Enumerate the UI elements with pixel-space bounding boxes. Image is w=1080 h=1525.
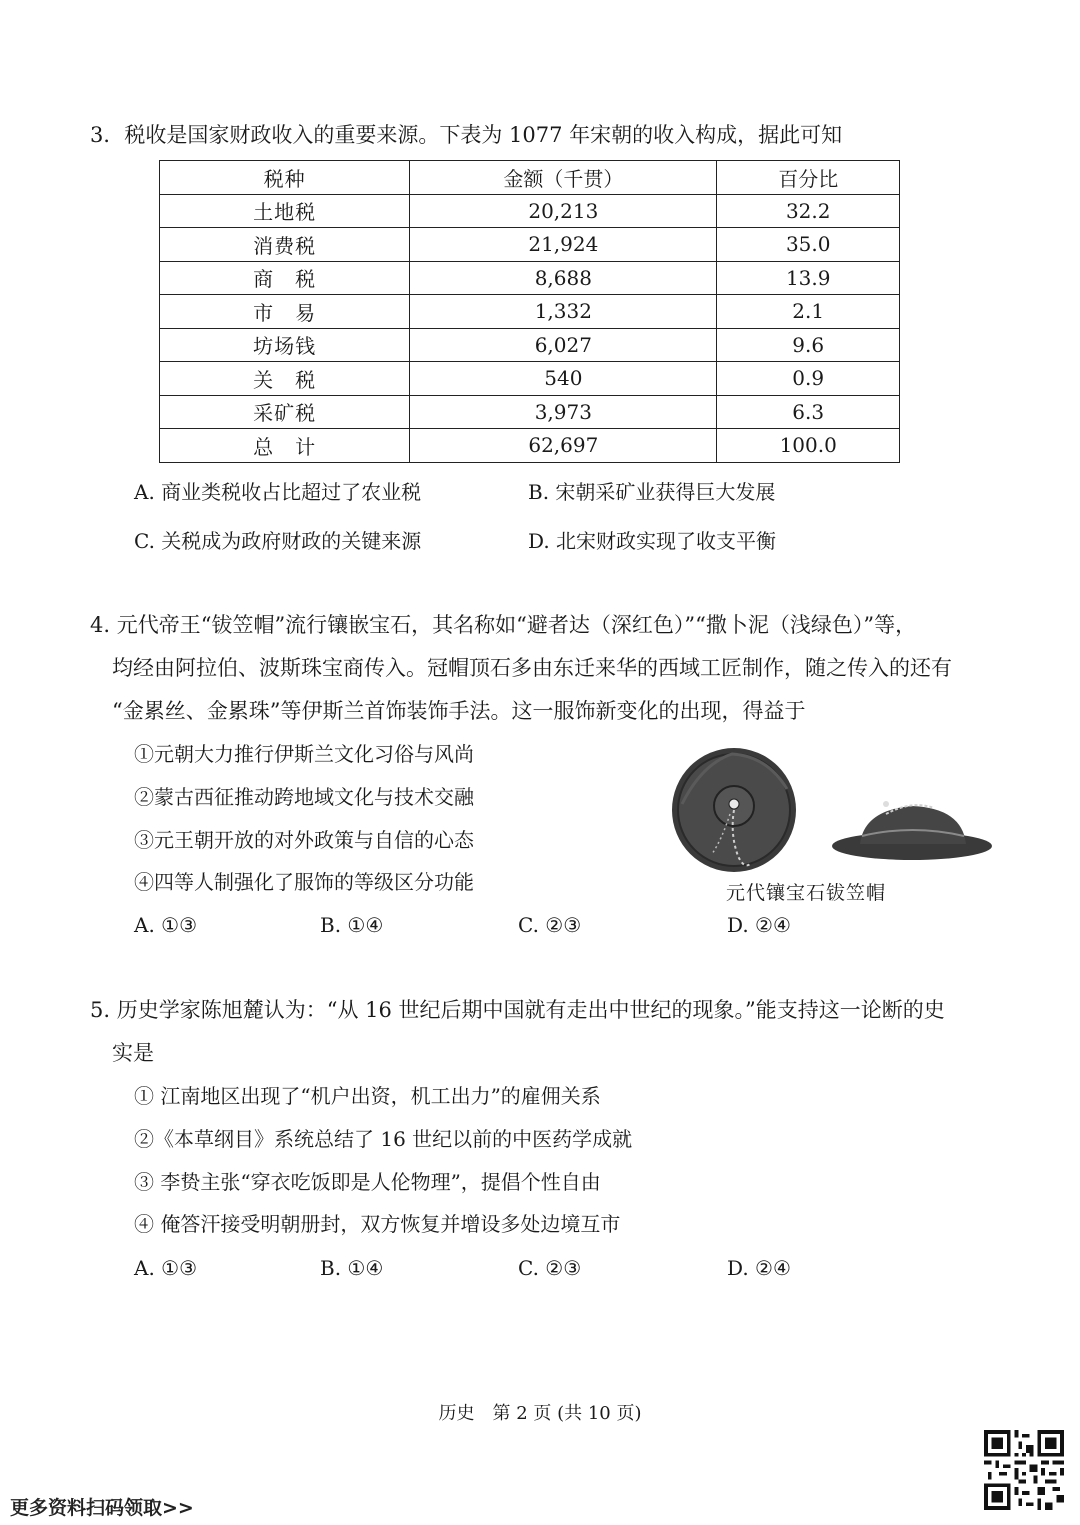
table-row xyxy=(160,429,900,463)
q4-stem-line1: 4. 元代帝王“钹笠帽”流行镶嵌宝石，其名称如“避者达（深红色）”“撒卜泥（浅绿色）”等， xyxy=(90,613,917,637)
q4-item-4: ④四等人制强化了服饰的等级区分功能 xyxy=(134,870,474,894)
q4-item-3: ③元王朝开放的对外政策与自信的心态 xyxy=(134,828,474,852)
tax-table xyxy=(159,160,900,463)
table-row xyxy=(160,395,900,429)
cell-name: 土地税 xyxy=(160,194,410,228)
cell-percent: 32.2 xyxy=(717,194,900,228)
page-footer: 历史 第 2 页 (共 10 页) xyxy=(438,1403,642,1424)
hat-side-view-icon xyxy=(832,801,992,860)
cell-name: 市 易 xyxy=(160,295,410,329)
table-row xyxy=(160,362,900,396)
cell-percent: 0.9 xyxy=(717,362,900,396)
cell-amount: 20,213 xyxy=(410,194,717,228)
table-header-row xyxy=(160,161,900,195)
cell-amount: 21,924 xyxy=(410,228,717,262)
table-row xyxy=(160,328,900,362)
q5-stem-line2: 实是 xyxy=(112,1041,154,1065)
q5-item-4: ④ 俺答汗接受明朝册封，双方恢复并增设多处边境互市 xyxy=(134,1212,621,1236)
cell-name: 采矿税 xyxy=(160,395,410,429)
q5-item-2: ②《本草纲目》系统总结了 16 世纪以前的中医药学成就 xyxy=(134,1127,633,1151)
header-amount: 金额（千贯） xyxy=(410,161,717,195)
q4-item-2: ②蒙古西征推动跨地域文化与技术交融 xyxy=(134,785,474,809)
cell-amount: 6,027 xyxy=(410,328,717,362)
cell-amount: 62,697 xyxy=(410,429,717,463)
q3-option-a[interactable]: A. 商业类税收占比超过了农业税 xyxy=(134,480,422,504)
table-row xyxy=(160,228,900,262)
hat-top-view-icon xyxy=(672,748,796,872)
q3-stem: 3．税收是国家财政收入的重要来源。下表为 1077 年宋朝的收入构成，据此可知 xyxy=(90,123,843,147)
q5-item-3: ③ 李贽主张“穿衣吃饭即是人伦物理”，提倡个性自由 xyxy=(134,1170,601,1194)
cell-percent: 35.0 xyxy=(717,228,900,262)
cell-percent: 2.1 xyxy=(717,295,900,329)
header-tax-type: 税种 xyxy=(160,161,410,195)
q5-option-a[interactable]: A. ①③ xyxy=(134,1256,198,1280)
qr-code-icon[interactable] xyxy=(984,1430,1064,1510)
q5-option-b[interactable]: B. ①④ xyxy=(320,1256,384,1280)
promo-text[interactable]: 更多资料扫码领取>> xyxy=(10,1497,194,1519)
q3-option-b[interactable]: B. 宋朝采矿业获得巨大发展 xyxy=(528,480,776,504)
header-percent: 百分比 xyxy=(717,161,900,195)
cell-name: 总 计 xyxy=(160,429,410,463)
cell-name: 关 税 xyxy=(160,362,410,396)
cell-amount: 3,973 xyxy=(410,395,717,429)
q4-item-1: ①元朝大力推行伊斯兰文化习俗与风尚 xyxy=(134,742,474,766)
q4-stem-line2: 均经由阿拉伯、波斯珠宝商传入。冠帽顶石多由东迁来华的西域工匠制作，随之传入的还有 xyxy=(112,656,952,680)
cell-name: 坊场钱 xyxy=(160,328,410,362)
cell-amount: 8,688 xyxy=(410,261,717,295)
table-row xyxy=(160,194,900,228)
cell-amount: 1,332 xyxy=(410,295,717,329)
cell-name: 消费税 xyxy=(160,228,410,262)
cell-percent: 9.6 xyxy=(717,328,900,362)
q3-option-d[interactable]: D. 北宋财政实现了收支平衡 xyxy=(528,529,777,553)
cell-percent: 13.9 xyxy=(717,261,900,295)
cell-name: 商 税 xyxy=(160,261,410,295)
q4-option-b[interactable]: B. ①④ xyxy=(320,913,384,937)
cell-amount: 540 xyxy=(410,362,717,396)
q5-option-d[interactable]: D. ②④ xyxy=(727,1256,791,1280)
q5-item-1: ① 江南地区出现了“机户出资，机工出力”的雇佣关系 xyxy=(134,1084,601,1108)
cell-percent: 100.0 xyxy=(717,429,900,463)
hat-caption: 元代镶宝石钹笠帽 xyxy=(726,882,887,904)
cell-percent: 6.3 xyxy=(717,395,900,429)
q5-stem-line1: 5. 历史学家陈旭麓认为：“从 16 世纪后期中国就有走出中世纪的现象。”能支持这一论断的史 xyxy=(90,998,945,1022)
table-row xyxy=(160,295,900,329)
q4-option-c[interactable]: C. ②③ xyxy=(518,913,582,937)
table-row xyxy=(160,261,900,295)
q4-option-d[interactable]: D. ②④ xyxy=(727,913,791,937)
q4-option-a[interactable]: A. ①③ xyxy=(134,913,198,937)
q4-stem-line3: “金累丝、金累珠”等伊斯兰首饰装饰手法。这一服饰新变化的出现，得益于 xyxy=(112,699,806,723)
q3-option-c[interactable]: C. 关税成为政府财政的关键来源 xyxy=(134,529,422,553)
q5-option-c[interactable]: C. ②③ xyxy=(518,1256,582,1280)
